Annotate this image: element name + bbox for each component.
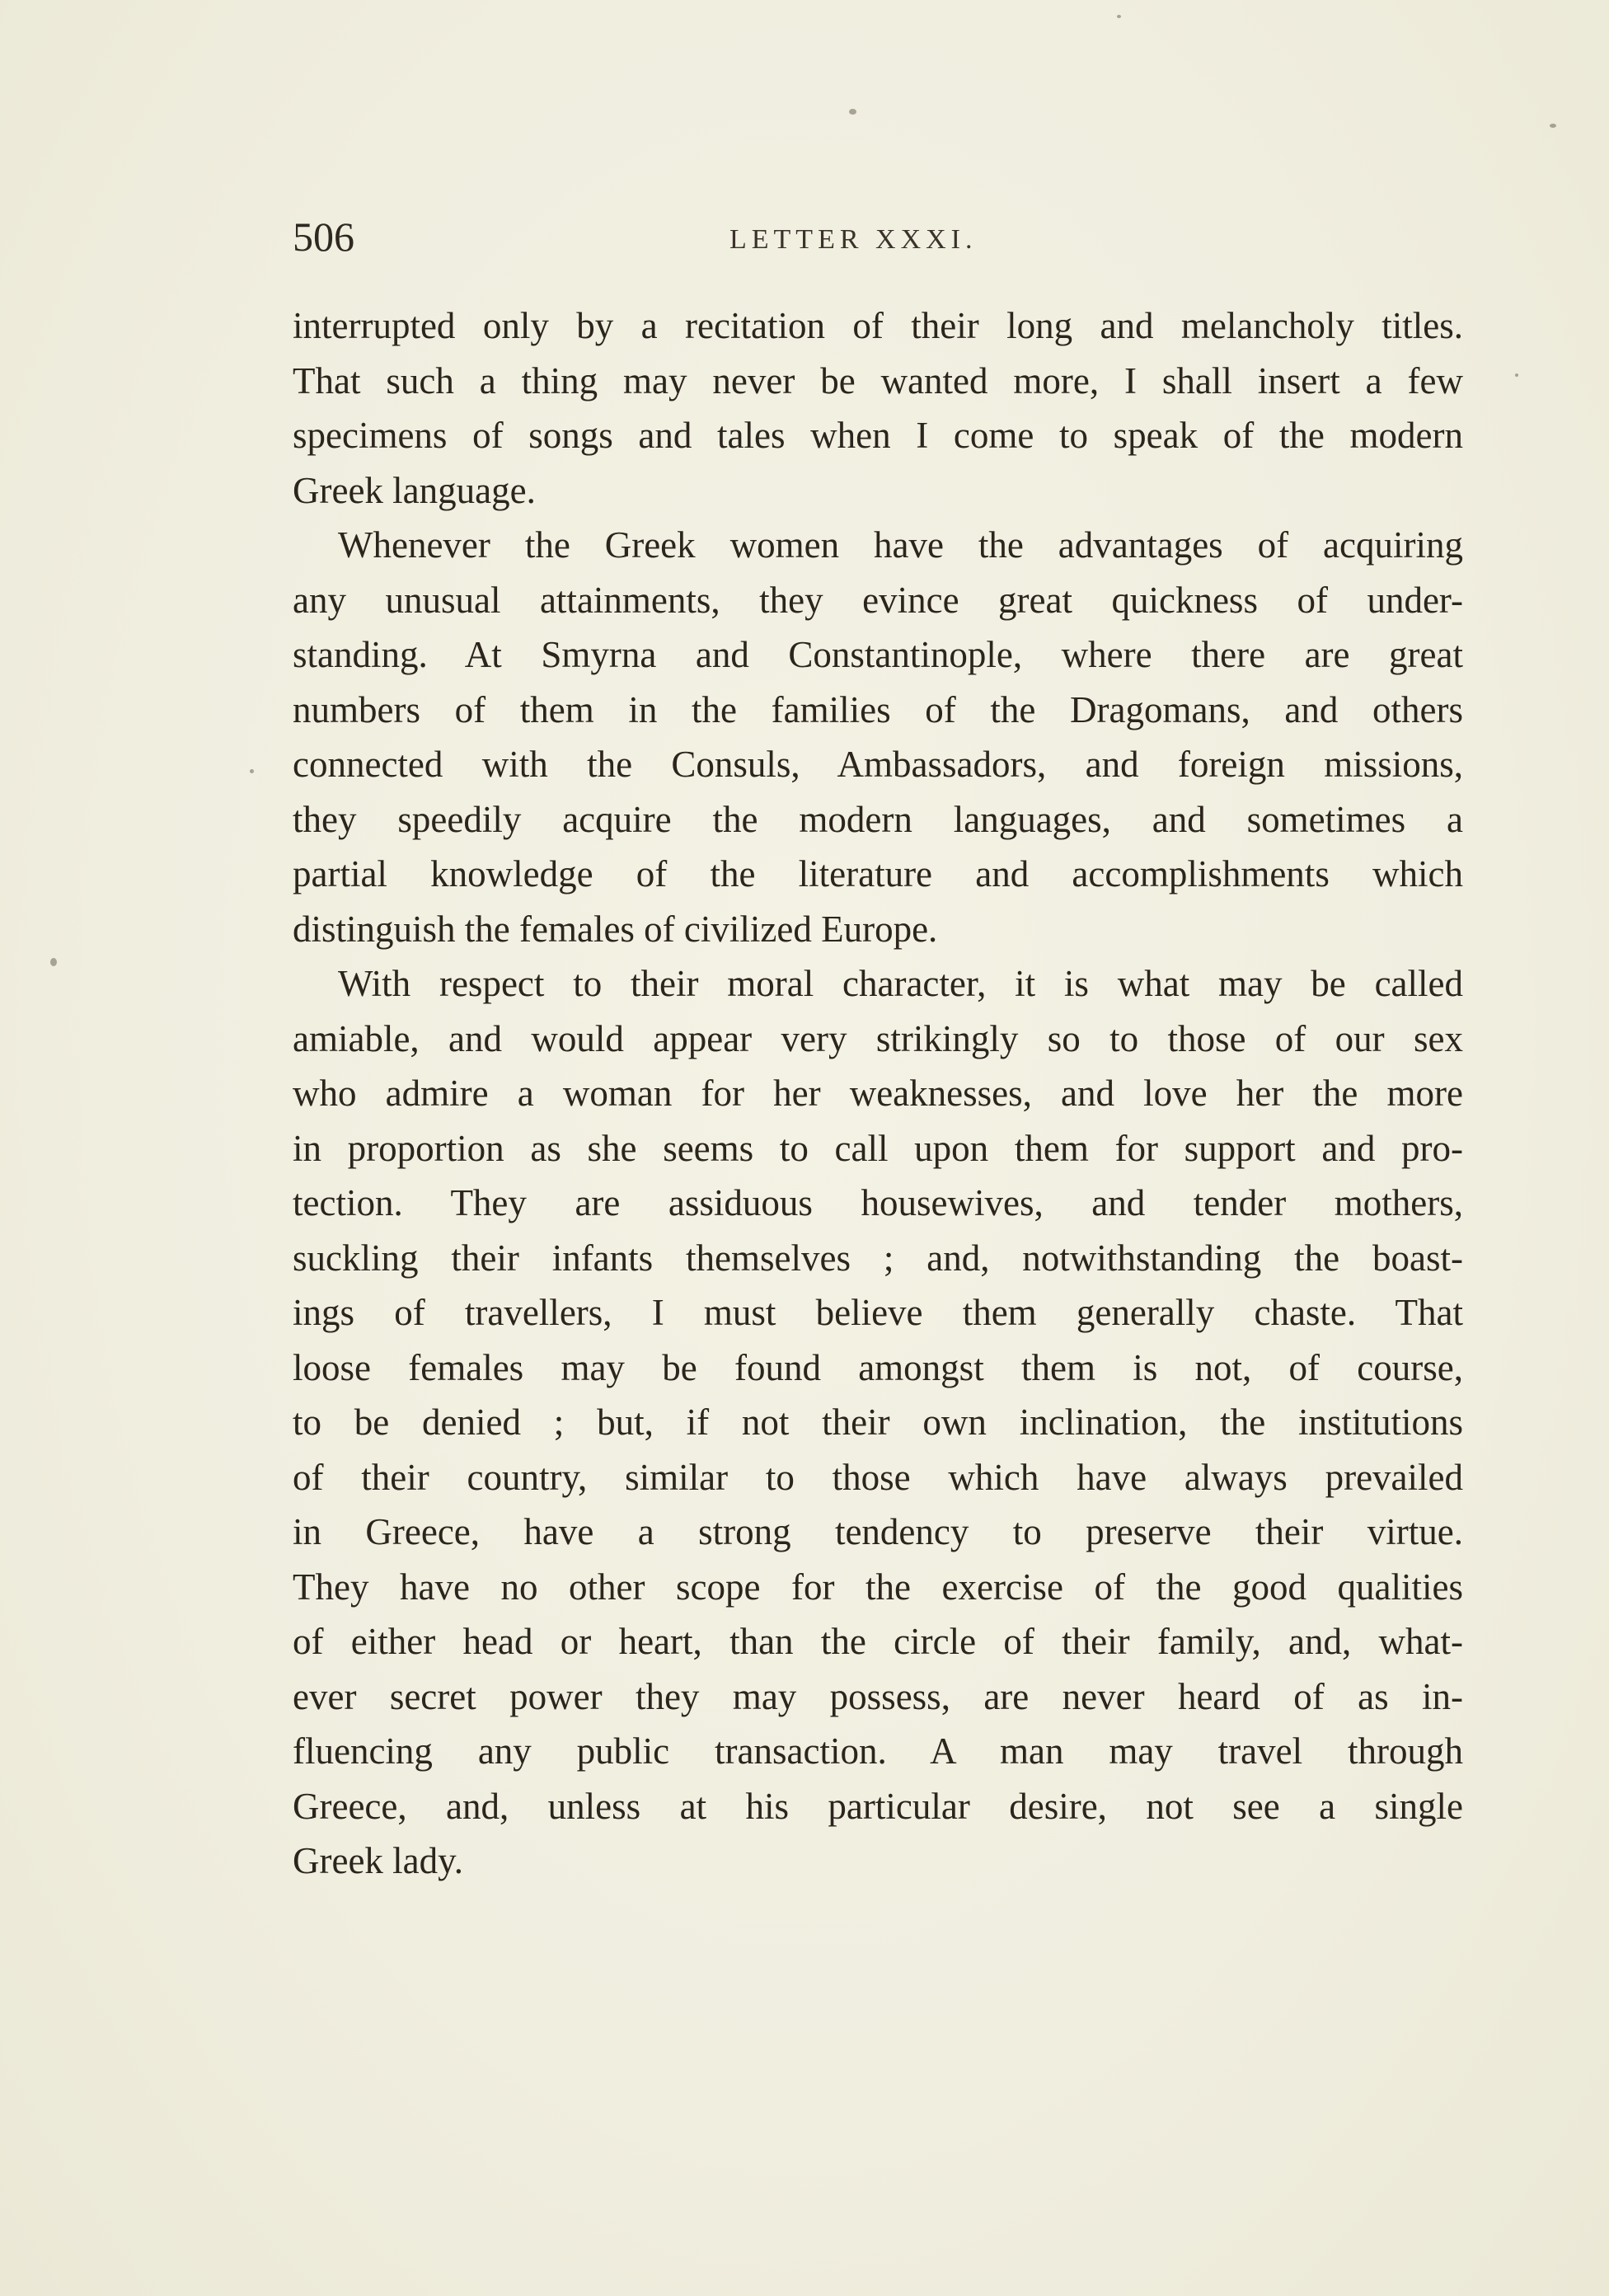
letter-heading: LETTER XXXI. [729, 224, 978, 255]
text-line: tection. They are assiduous housewives, and tender mothers, [293, 1182, 1463, 1223]
text-line: standing. At Smyrna and Constantinople, where there are great [293, 634, 1463, 675]
text-line: distinguish the females of civilized Europe. [293, 908, 938, 950]
text-line: to be denied ; but, if not their own inclination, the institutions [293, 1402, 1463, 1443]
text-line: That such a thing may never be wanted more, I shall insert a few [293, 359, 1463, 401]
running-head [293, 213, 1463, 262]
text-line: connected with the Consuls, Ambassadors, and foreign missions, [293, 744, 1463, 785]
paper-speck [50, 958, 57, 966]
text-line: any unusual attainments, they evince great quickness of under- [293, 579, 1463, 621]
paragraph-start-line: Whenever the Greek women have the advantages of acquiring [338, 524, 1463, 566]
paper-speck [1117, 15, 1121, 18]
body-text [293, 298, 1463, 1889]
text-line: in proportion as she seems to call upon them for support and pro- [293, 1127, 1463, 1169]
text-line: in Greece, have a strong tendency to preserve their virtue. [293, 1511, 1463, 1552]
text-line: loose females may be found amongst them is not, of course, [293, 1346, 1463, 1388]
text-line: numbers of them in the families of the Dragomans, and others [293, 688, 1463, 730]
paper-speck [250, 769, 254, 773]
text-line: fluencing any public transaction. A man may travel through [293, 1730, 1463, 1772]
text-line: partial knowledge of the literature and accomplishments which [293, 853, 1463, 894]
paper-speck [1515, 373, 1518, 377]
text-line: Greek lady. [293, 1840, 463, 1881]
text-line: interrupted only by a recitation of their long and melancholy titles. [293, 305, 1463, 346]
text-line: Greek language. [293, 469, 536, 511]
text-line: of either head or heart, than the circle of their family, and, what- [293, 1621, 1463, 1662]
text-line: Greece, and, unless at his particular desire, not see a single [293, 1785, 1463, 1827]
paper-speck [849, 109, 856, 115]
paper-speck [1550, 124, 1556, 128]
text-line: who admire a woman for her weaknesses, and love her the more [293, 1073, 1463, 1114]
text-line: ings of travellers, I must believe them generally chaste. That [293, 1292, 1463, 1333]
text-line: of their country, similar to those which have always prevailed [293, 1456, 1463, 1498]
page-number: 506 [293, 214, 354, 260]
text-line: amiable, and would appear very strikingly so to those of our sex [293, 1017, 1463, 1059]
text-line: they speedily acquire the modern languages, and sometimes a [293, 798, 1463, 840]
text-line: ever secret power they may possess, are never heard of as in- [293, 1675, 1463, 1717]
text-line: specimens of songs and tales when I come to speak of the modern [293, 415, 1463, 456]
text-line: They have no other scope for the exercise of the good qualities [293, 1566, 1463, 1608]
text-line: suckling their infants themselves ; and, notwithstanding the boast- [293, 1237, 1463, 1279]
paragraph-start-line: With respect to their moral character, it is what may be called [338, 963, 1463, 1004]
